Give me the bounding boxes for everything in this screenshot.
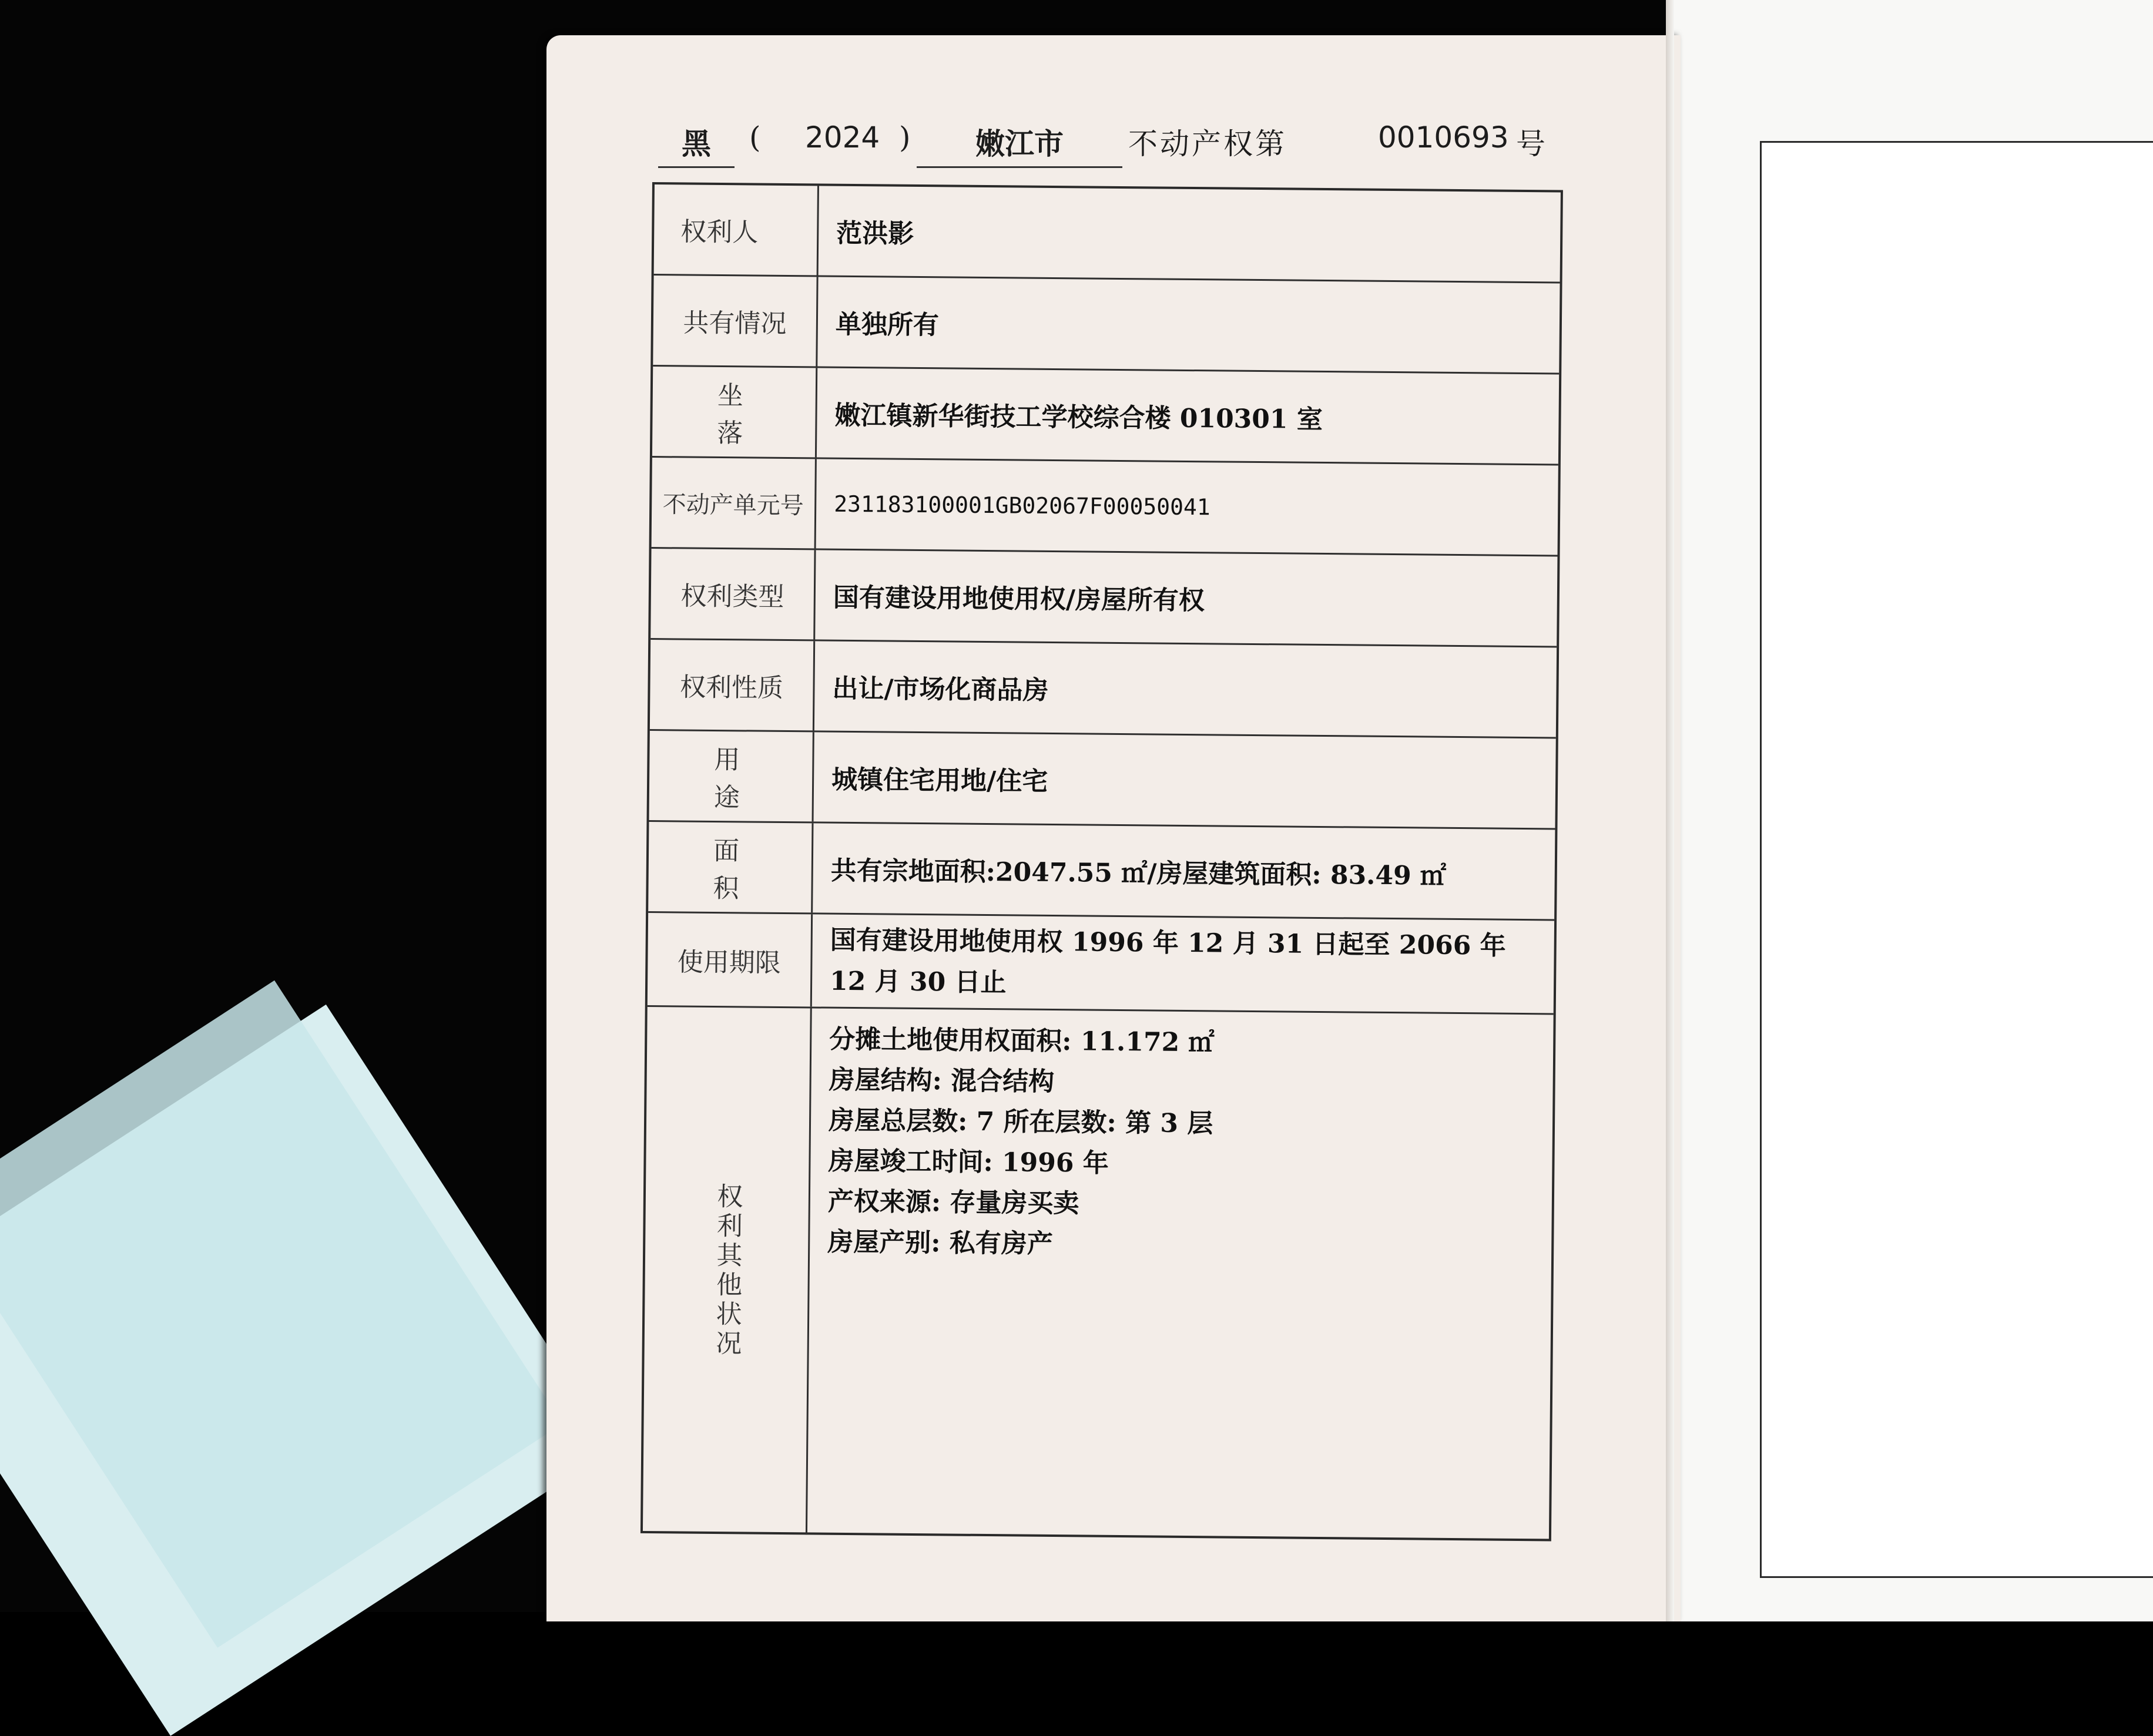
header-title: 不动产权第 xyxy=(1128,127,1287,161)
row-owner xyxy=(654,184,1561,283)
header-paren-open: ( xyxy=(749,120,761,155)
row-term xyxy=(648,913,1554,1015)
label-right-nature: 权利性质 xyxy=(650,640,815,730)
header-year: 2024 xyxy=(805,120,880,155)
label-area: 面积 xyxy=(648,822,813,912)
row-right-nature xyxy=(650,640,1557,738)
value-right-nature: 出让/市场化商品房 xyxy=(832,673,1049,706)
value-location: 嫩江镇新华街技工学校综合楼 010301 室 xyxy=(834,400,1323,435)
other-line-apportioned-area: 分摊土地使用权面积: 11.172 ㎡ xyxy=(829,1024,1215,1058)
header-number: 0010693 xyxy=(1378,120,1509,155)
header-province: 黑 xyxy=(658,120,735,168)
label-unit-number: 不动产单元号 xyxy=(652,458,817,548)
label-owner xyxy=(654,184,819,275)
row-right-type xyxy=(650,549,1557,647)
certificate-header xyxy=(658,120,1569,173)
value-term: 国有建设用地使用权 1996 年 12 月 31 日起至 2066 年 12 月 30 日止 xyxy=(829,925,1506,998)
row-usage xyxy=(649,731,1555,830)
other-status-list xyxy=(827,1019,1530,1268)
value-usage: 城镇住宅用地/住宅 xyxy=(831,764,1048,797)
label-other-status: 权利其他状况 xyxy=(643,1007,812,1534)
row-co-ownership xyxy=(653,276,1560,374)
facing-page xyxy=(1666,0,2153,1621)
value-area: 共有宗地面积:2047.55 ㎡/房屋建筑面积: 83.49 ㎡ xyxy=(830,855,1447,891)
value-unit-number: 231183100001GB02067F00050041 xyxy=(834,491,1210,521)
other-line-category: 房屋产别: 私有房产 xyxy=(827,1227,1054,1260)
other-line-floors: 房屋总层数: 7 所在层数: 第 3 层 xyxy=(828,1105,1213,1139)
label-term: 使用期限 xyxy=(648,913,813,1006)
header-city: 嫩江市 xyxy=(917,120,1122,168)
label-co-ownership: 共有情况 xyxy=(653,276,818,366)
header-paren-close: ) xyxy=(899,120,911,155)
row-unit-number xyxy=(652,458,1558,556)
header-suffix: 号 xyxy=(1516,127,1545,161)
certificate-table xyxy=(640,182,1563,1541)
other-line-source: 产权来源: 存量房买卖 xyxy=(827,1186,1079,1219)
booklet-spine xyxy=(1666,0,1674,1621)
facing-page-frame xyxy=(1760,141,2153,1578)
other-line-completion: 房屋竣工时间: 1996 年 xyxy=(828,1146,1109,1178)
value-co-ownership: 单独所有 xyxy=(835,309,940,341)
row-area xyxy=(648,822,1555,921)
row-location xyxy=(652,367,1559,465)
label-usage: 用途 xyxy=(649,731,814,821)
label-location: 坐落 xyxy=(652,367,817,457)
other-line-structure: 房屋结构: 混合结构 xyxy=(829,1065,1055,1097)
label-owner-text: 权利人 xyxy=(680,217,759,248)
value-owner: 范洪影 xyxy=(836,218,914,249)
row-other-status xyxy=(643,1007,1554,1541)
value-right-type: 国有建设用地使用权/房屋所有权 xyxy=(833,582,1205,616)
label-right-type: 权利类型 xyxy=(650,549,816,639)
